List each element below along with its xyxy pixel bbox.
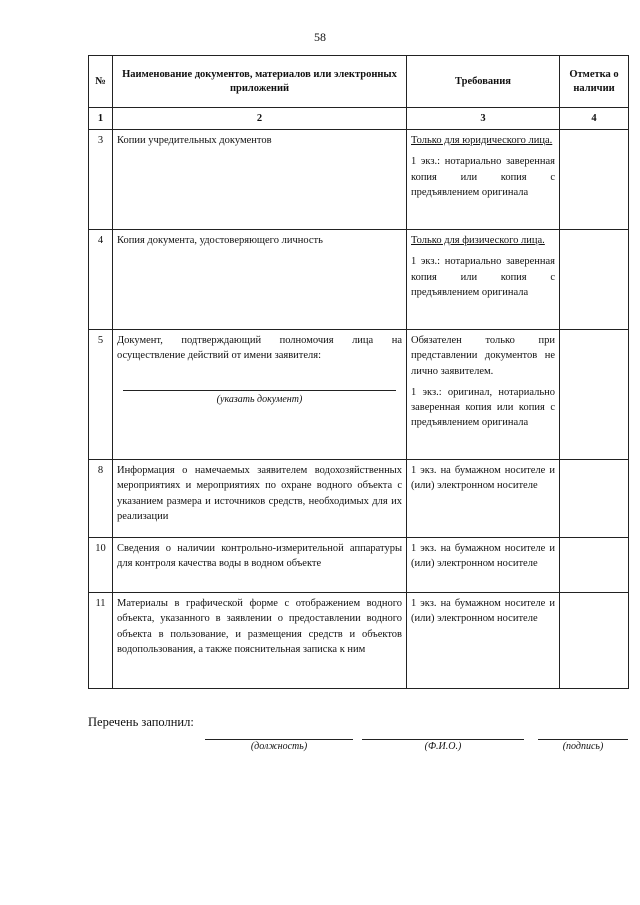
table-row [89, 460, 629, 538]
row-number: 10 [89, 538, 113, 593]
mark-cell[interactable] [560, 130, 629, 230]
page-number: 58 [314, 30, 326, 44]
table-row [89, 230, 629, 330]
full-name-hint: (Ф.И.О.) [424, 741, 462, 752]
filled-by-label: Перечень заполнил: [88, 715, 194, 729]
fill-in-line[interactable] [123, 390, 396, 391]
row-number: 4 [89, 230, 113, 330]
document-name: Материалы в графической форме с отображением водного объекта, указанного в заявлении о предоставлении водного объекта в пользование, и размещения средств и объектов водопользования, а также пояснительная записка к ним [113, 593, 407, 689]
table-row [89, 593, 629, 689]
row-number: 8 [89, 460, 113, 538]
mark-cell[interactable] [560, 230, 629, 330]
documents-table [88, 55, 629, 689]
requirement-condition: Обязателен только при представлении документов не лично заявителем. [411, 335, 555, 377]
requirements-cell [407, 330, 560, 460]
column-number: 1 [89, 108, 113, 130]
position-hint: (должность) [250, 741, 308, 752]
mark-cell[interactable] [560, 460, 629, 538]
column-number: 3 [407, 108, 560, 130]
row-number: 5 [89, 330, 113, 460]
signature-line[interactable] [538, 739, 628, 740]
requirement-condition: Только для юридического лица. [411, 135, 553, 147]
requirements-cell [407, 538, 560, 593]
fill-in-hint: (указать документ) [216, 393, 303, 405]
table-header-row [89, 56, 629, 108]
document-name: Копия документа, удостоверяющего личность [113, 230, 407, 330]
document-name: Документ, подтверждающий полномочия лица на осуществление действий от имени заявителя: [117, 335, 402, 362]
requirement-text: 1 экз. на бумажном носителе и (или) электронном носителе [411, 543, 555, 570]
document-name: Копии учредительных документов [113, 130, 407, 230]
row-number: 11 [89, 593, 113, 689]
requirements-cell [407, 460, 560, 538]
document-name: Сведения о наличии контрольно-измерительной аппаратуры для контроля качества воды в водном объекте [113, 538, 407, 593]
header-requirements: Требования [407, 56, 560, 108]
table-row [89, 538, 629, 593]
requirement-text: 1 экз. на бумажном носителе и (или) электронном носителе [411, 598, 555, 625]
mark-cell[interactable] [560, 538, 629, 593]
header-mark: Отметка о наличии [560, 56, 629, 108]
header-name: Наименование документов, материалов или электронных приложений [113, 56, 407, 108]
document-name: Информация о намечаемых заявителем водохозяйственных мероприятиях и мероприятиях по охране водного объекта с указанием размера и источников средств, необходимых для их реализации [113, 460, 407, 538]
requirements-cell [407, 230, 560, 330]
table-row [89, 330, 629, 460]
requirement-condition: Только для физического лица. [411, 235, 545, 247]
row-number: 3 [89, 130, 113, 230]
document-name-cell [113, 330, 407, 460]
requirements-cell [407, 593, 560, 689]
requirements-cell [407, 130, 560, 230]
column-number: 4 [560, 108, 629, 130]
requirement-text: 1 экз. на бумажном носителе и (или) электронном носителе [411, 465, 555, 492]
header-num: № [89, 56, 113, 108]
requirement-text: 1 экз.: нотариально заверенная копия или копия с предъявлением оригинала [411, 256, 555, 298]
mark-cell[interactable] [560, 330, 629, 460]
requirement-text: 1 экз.: оригинал, нотариально заверенная копия или копия с предъявлением оригинала [411, 386, 555, 429]
mark-cell[interactable] [560, 593, 629, 689]
position-line[interactable] [205, 739, 353, 740]
requirement-text: 1 экз.: нотариально заверенная копия или копия с предъявлением оригинала [411, 156, 555, 198]
column-number: 2 [113, 108, 407, 130]
signature-hint: (подпись) [562, 741, 604, 752]
column-number-row [89, 108, 629, 130]
full-name-line[interactable] [362, 739, 524, 740]
table-row [89, 130, 629, 230]
